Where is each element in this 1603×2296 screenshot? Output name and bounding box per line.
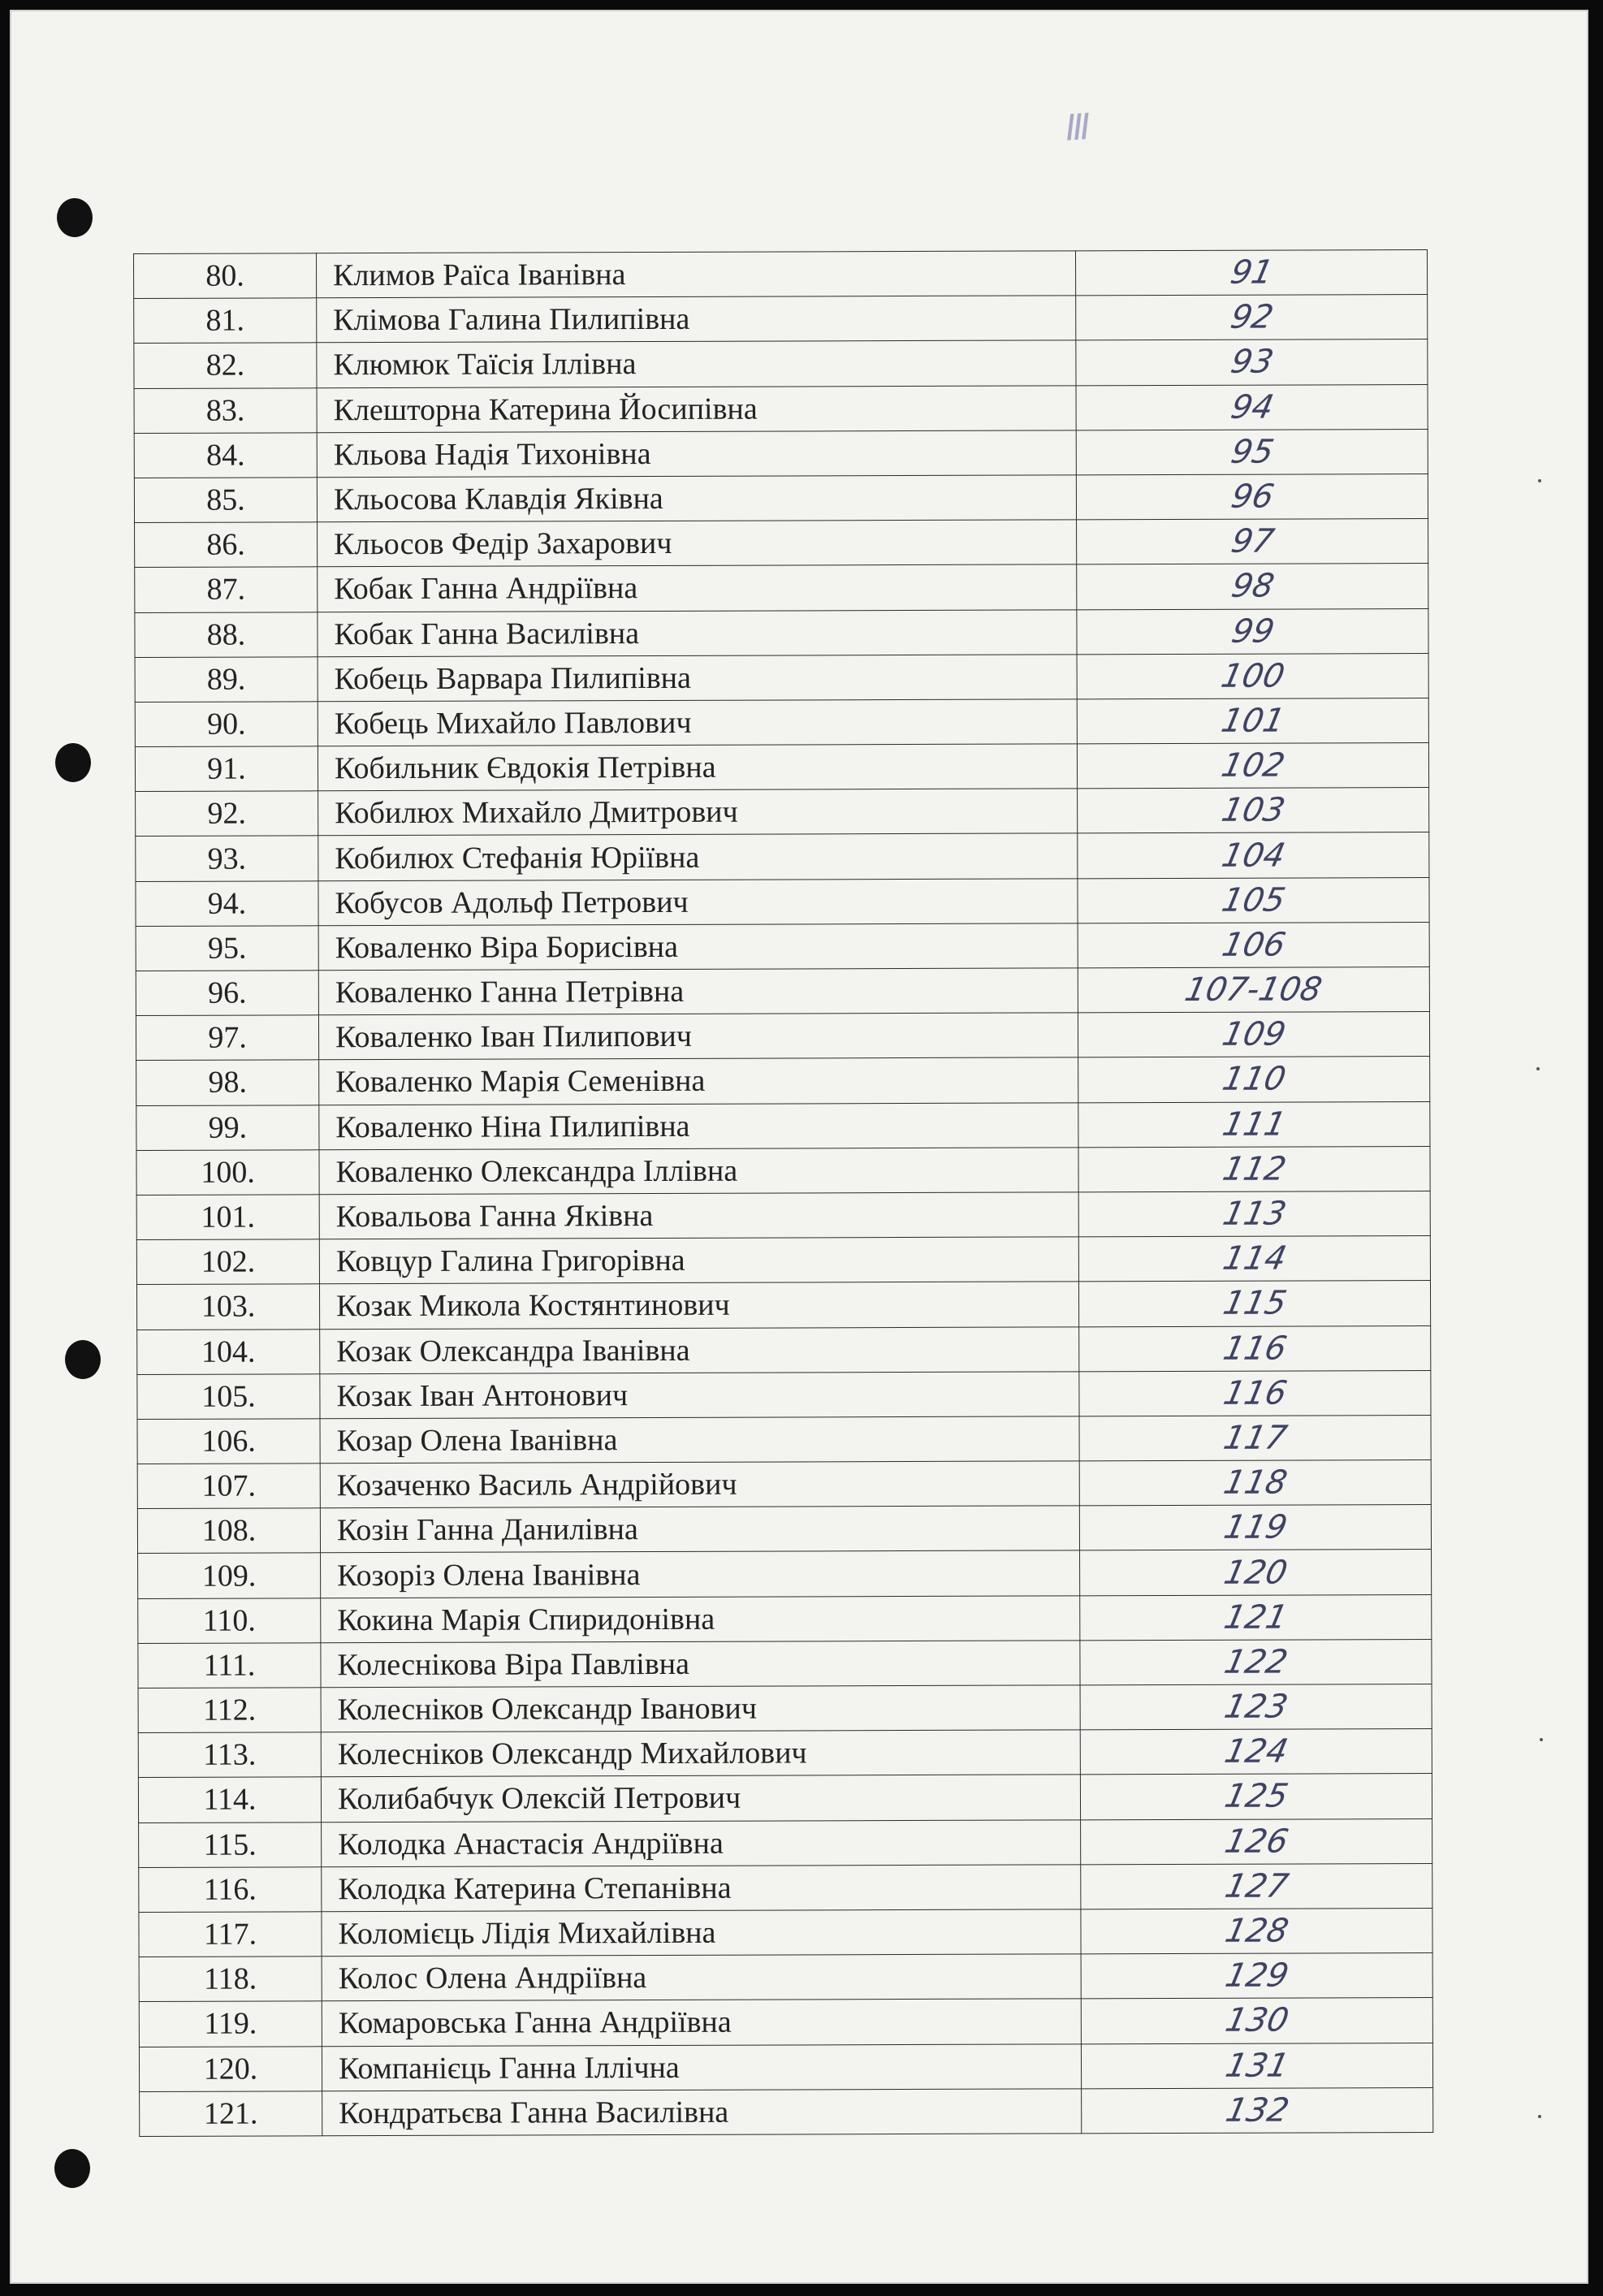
person-name: Кльосов Федір Захарович (318, 520, 1077, 567)
row-number: 101. (136, 1195, 319, 1240)
row-number: 94. (136, 880, 318, 926)
row-number: 93. (136, 836, 318, 881)
table-row (136, 877, 1429, 926)
folio-cell (1080, 1594, 1432, 1641)
person-name: Климов Раїса Іванівна (317, 251, 1076, 298)
row-number: 84. (134, 433, 317, 478)
table-row (136, 1191, 1430, 1239)
table-row (137, 1460, 1431, 1509)
person-name: Клімова Галина Пилипівна (317, 296, 1076, 343)
row-number: 90. (135, 702, 318, 747)
folio-cell (1077, 653, 1428, 699)
folio-cell (1080, 1684, 1432, 1730)
row-number: 103. (136, 1284, 319, 1330)
folio-cell (1077, 743, 1428, 789)
folio-cell (1078, 966, 1429, 1013)
handwritten-folio-number: 102 (1217, 746, 1288, 785)
folio-cell (1078, 877, 1429, 923)
table-row (140, 2087, 1433, 2136)
person-name: Клешторна Катерина Йосипівна (317, 385, 1076, 432)
handwritten-folio-number: 112 (1219, 1150, 1290, 1188)
register-body (134, 249, 1433, 2136)
person-name: Колесніков Олександр Михайлович (321, 1730, 1080, 1777)
folio-cell (1076, 339, 1428, 386)
table-row (136, 1146, 1430, 1195)
person-name: Кобильник Євдокія Петрівна (318, 744, 1077, 791)
table-row (139, 1818, 1432, 1867)
folio-cell (1079, 1370, 1431, 1416)
person-name: Кокина Марія Спиридонівна (321, 1595, 1080, 1642)
table-row (135, 608, 1428, 657)
table-row (139, 2043, 1432, 2091)
person-name: Кльосова Клавдія Яківна (317, 475, 1076, 522)
paper-speck (1538, 2115, 1541, 2118)
table-row (136, 1281, 1430, 1330)
handwritten-folio-number: 118 (1220, 1464, 1290, 1502)
table-row (136, 788, 1429, 837)
row-number: 97. (136, 1015, 318, 1061)
handwritten-folio-number: 130 (1221, 2001, 1292, 2040)
handwritten-folio-number: 120 (1221, 1554, 1291, 1592)
table-row (135, 698, 1428, 746)
row-number: 107. (137, 1464, 320, 1509)
handwritten-folio-number: 98 (1228, 567, 1277, 606)
table-row (135, 519, 1428, 568)
table-row (136, 1101, 1430, 1150)
person-name: Кобець Варвара Пилипівна (318, 655, 1077, 702)
handwritten-folio-number: 109 (1219, 1015, 1290, 1054)
row-number: 95. (136, 926, 318, 971)
row-number: 86. (135, 522, 318, 568)
handwritten-folio-number: 116 (1220, 1374, 1290, 1412)
folio-cell (1078, 1146, 1430, 1192)
row-number: 120. (139, 2046, 322, 2091)
person-name: Кобилюх Михайло Дмитрович (318, 789, 1078, 836)
folio-cell (1081, 1953, 1432, 2000)
handwritten-folio-number: 121 (1221, 1598, 1291, 1637)
folio-cell (1077, 698, 1428, 744)
folio-cell (1078, 1236, 1430, 1282)
table-row (135, 743, 1428, 792)
person-name: Козін Ганна Данилівна (320, 1506, 1079, 1553)
row-number: 96. (136, 971, 318, 1016)
folio-cell (1079, 1325, 1431, 1372)
person-name: Кльова Надія Тихонівна (317, 430, 1076, 478)
row-number: 121. (140, 2091, 322, 2136)
person-name: Кобець Михайло Павлович (318, 699, 1077, 746)
folio-cell (1078, 1057, 1430, 1103)
person-name: Клюмюк Таїсія Іллівна (317, 340, 1076, 387)
table-row (138, 1684, 1432, 1732)
handwritten-folio-number: 110 (1219, 1061, 1290, 1099)
person-name: Колибабчук Олексій Петрович (321, 1775, 1080, 1822)
folio-cell (1076, 473, 1428, 520)
folio-cell (1076, 295, 1428, 341)
row-number: 104. (137, 1329, 320, 1374)
handwritten-folio-number: 132 (1222, 2091, 1293, 2130)
folio-cell (1078, 1012, 1429, 1058)
table-row (134, 429, 1428, 478)
handwritten-folio-number: 122 (1221, 1643, 1291, 1681)
folio-cell (1075, 249, 1427, 296)
row-number: 119. (139, 2001, 322, 2047)
handwritten-folio-number: 106 (1218, 926, 1289, 964)
folio-cell (1078, 922, 1429, 968)
table-row (136, 1057, 1430, 1105)
person-name: Коваленко Ніна Пилипівна (319, 1102, 1078, 1149)
handwritten-folio-number: 101 (1217, 702, 1288, 740)
table-row (135, 564, 1428, 612)
handwritten-folio-number: 128 (1221, 1912, 1292, 1950)
table-row (137, 1325, 1431, 1374)
folio-cell (1079, 1505, 1431, 1551)
folio-cell (1081, 1998, 1432, 2044)
person-name: Коваленко Іван Пилипович (318, 1013, 1078, 1060)
folio-cell (1076, 384, 1428, 430)
folio-cell (1077, 608, 1428, 655)
table-row (134, 473, 1428, 522)
person-name: Кобусов Адольф Петрович (318, 878, 1078, 925)
folio-cell (1082, 2087, 1433, 2134)
folio-cell (1077, 519, 1428, 565)
row-number: 114. (138, 1777, 321, 1823)
folio-cell (1080, 1774, 1432, 1820)
handwritten-folio-number: 124 (1221, 1732, 1291, 1771)
row-number: 91. (135, 746, 318, 792)
handwritten-folio-number: 119 (1220, 1508, 1290, 1547)
handwritten-folio-number: 131 (1222, 2047, 1293, 2085)
handwritten-folio-number: 107-108 (1182, 971, 1326, 1010)
table-row (137, 1370, 1431, 1419)
folio-cell (1077, 564, 1428, 610)
handwritten-folio-number: 94 (1227, 388, 1277, 426)
row-number: 117. (139, 1912, 322, 1957)
table-row (138, 1594, 1432, 1643)
handwritten-folio-number: 113 (1219, 1195, 1290, 1233)
handwritten-folio-number: 114 (1219, 1239, 1290, 1278)
paper-speck (1540, 1738, 1543, 1741)
row-number: 87. (135, 567, 318, 612)
person-name: Комаровська Ганна Андріївна (322, 1999, 1081, 2046)
person-name: Козак Олександра Іванівна (320, 1326, 1079, 1373)
person-name: Кобилюх Стефанія Юріївна (318, 833, 1078, 880)
folio-cell (1078, 832, 1429, 879)
person-name: Ковальова Ганна Яківна (319, 1192, 1078, 1239)
folio-cell (1079, 1415, 1431, 1461)
row-number: 115. (139, 1822, 322, 1867)
row-number: 112. (138, 1688, 321, 1733)
handwritten-folio-number: 95 (1227, 433, 1277, 471)
handwritten-folio-number: 123 (1221, 1688, 1291, 1726)
handwritten-folio-number: 105 (1218, 881, 1289, 919)
name-register-table (133, 249, 1433, 2137)
row-number: 85. (134, 478, 317, 523)
row-number: 100. (136, 1150, 319, 1196)
folio-cell (1080, 1639, 1432, 1685)
row-number: 111. (138, 1643, 321, 1688)
row-number: 99. (136, 1105, 319, 1150)
person-name: Коваленко Віра Борисівна (318, 923, 1078, 971)
table-row (136, 1012, 1429, 1061)
table-row (139, 1863, 1432, 1912)
row-number: 118. (139, 1957, 322, 2002)
punch-hole-icon (54, 2149, 90, 2188)
table-row (134, 384, 1428, 433)
row-number: 106. (137, 1419, 320, 1464)
handwritten-folio-number: 97 (1227, 522, 1277, 560)
row-number: 108. (137, 1508, 320, 1554)
folio-cell (1078, 1281, 1430, 1327)
person-name: Ковцур Галина Григорівна (319, 1237, 1078, 1284)
document-page (10, 10, 1588, 2284)
folio-cell (1078, 1101, 1430, 1148)
table-row (138, 1729, 1432, 1778)
person-name: Колодка Анастасія Андріївна (322, 1819, 1081, 1866)
folio-cell (1078, 788, 1429, 834)
row-number: 88. (135, 612, 318, 657)
person-name: Колесніков Олександр Іванович (321, 1685, 1080, 1732)
row-number: 82. (134, 343, 317, 388)
row-number: 109. (138, 1553, 321, 1598)
person-name: Коломієць Лідія Михайлівна (322, 1909, 1081, 1957)
paper-speck (1538, 479, 1541, 482)
handwritten-folio-number: 125 (1221, 1777, 1291, 1816)
handwritten-folio-number: 116 (1220, 1330, 1290, 1368)
table-row (134, 339, 1428, 388)
handwritten-folio-number: 115 (1220, 1284, 1290, 1323)
folio-cell (1078, 1191, 1430, 1237)
row-number: 110. (138, 1598, 321, 1643)
person-name: Коваленко Марія Семенівна (319, 1057, 1078, 1105)
folio-cell (1081, 1818, 1432, 1865)
row-number: 92. (136, 791, 318, 837)
handwritten-folio-number: 93 (1227, 344, 1277, 382)
punch-hole-icon (65, 1340, 101, 1379)
table-row (138, 1774, 1432, 1823)
person-name: Козак Микола Костянтинович (319, 1282, 1078, 1329)
table-row (136, 966, 1429, 1015)
person-name: Кондратьєва Ганна Василівна (322, 2089, 1082, 2136)
folio-cell (1081, 1863, 1432, 1909)
person-name: Козар Олена Іванівна (320, 1416, 1079, 1464)
table-row (139, 1908, 1432, 1957)
row-number: 102. (136, 1239, 319, 1285)
table-row (134, 249, 1428, 298)
handwritten-folio-number: 96 (1227, 478, 1277, 516)
person-name: Козоріз Олена Іванівна (321, 1550, 1080, 1598)
folio-cell (1079, 1460, 1431, 1507)
handwritten-folio-number: 99 (1228, 612, 1277, 651)
table-row (137, 1505, 1431, 1554)
person-name: Козак Іван Антонович (320, 1372, 1079, 1419)
handwritten-folio-number: 91 (1226, 253, 1277, 292)
person-name: Кобак Ганна Андріївна (318, 564, 1077, 612)
row-number: 89. (135, 656, 318, 702)
row-number: 81. (134, 298, 317, 344)
handwritten-folio-number: 100 (1217, 657, 1288, 695)
table-row (138, 1550, 1432, 1598)
handwritten-folio-number: 103 (1218, 791, 1289, 830)
person-name: Кобак Ганна Василівна (318, 609, 1077, 656)
table-row (136, 832, 1429, 881)
table-row (134, 295, 1428, 344)
person-name: Колеснікова Віра Павлівна (321, 1641, 1080, 1688)
table-row (139, 1998, 1432, 2047)
handwritten-folio-number: 117 (1220, 1419, 1290, 1457)
folio-cell (1081, 1908, 1432, 1954)
person-name: Коваленко Ганна Петрівна (318, 968, 1078, 1015)
table-row (138, 1639, 1432, 1688)
table-row (136, 922, 1429, 971)
person-name: Компанієць Ганна Іллічна (322, 2043, 1081, 2091)
table-row (137, 1415, 1431, 1464)
handwritten-page-mark: III (1064, 106, 1089, 149)
row-number: 113. (138, 1732, 321, 1778)
folio-cell (1080, 1729, 1432, 1775)
folio-cell (1081, 2043, 1432, 2089)
handwritten-folio-number: 127 (1221, 1867, 1292, 1905)
person-name: Колос Олена Андріївна (322, 1954, 1081, 2001)
punch-hole-icon (57, 198, 93, 237)
person-name: Козаченко Василь Андрійович (320, 1461, 1079, 1508)
row-number: 116. (139, 1867, 322, 1913)
handwritten-folio-number: 92 (1226, 298, 1277, 337)
row-number: 80. (134, 253, 317, 299)
table-row (136, 1236, 1430, 1285)
handwritten-folio-number: 126 (1221, 1823, 1292, 1861)
table-row (135, 653, 1428, 702)
row-number: 83. (134, 387, 317, 433)
table-row (139, 1953, 1432, 2002)
person-name: Коваленко Олександра Іллівна (319, 1148, 1078, 1195)
person-name: Колодка Катерина Степанівна (322, 1865, 1081, 1912)
paper-speck (1536, 1067, 1540, 1070)
handwritten-folio-number: 111 (1219, 1105, 1290, 1144)
row-number: 105. (137, 1373, 320, 1419)
punch-hole-icon (55, 743, 91, 782)
handwritten-folio-number: 104 (1218, 837, 1289, 875)
folio-cell (1080, 1550, 1432, 1596)
handwritten-folio-number: 129 (1221, 1957, 1292, 1995)
folio-cell (1076, 429, 1428, 475)
row-number: 98. (136, 1060, 319, 1105)
